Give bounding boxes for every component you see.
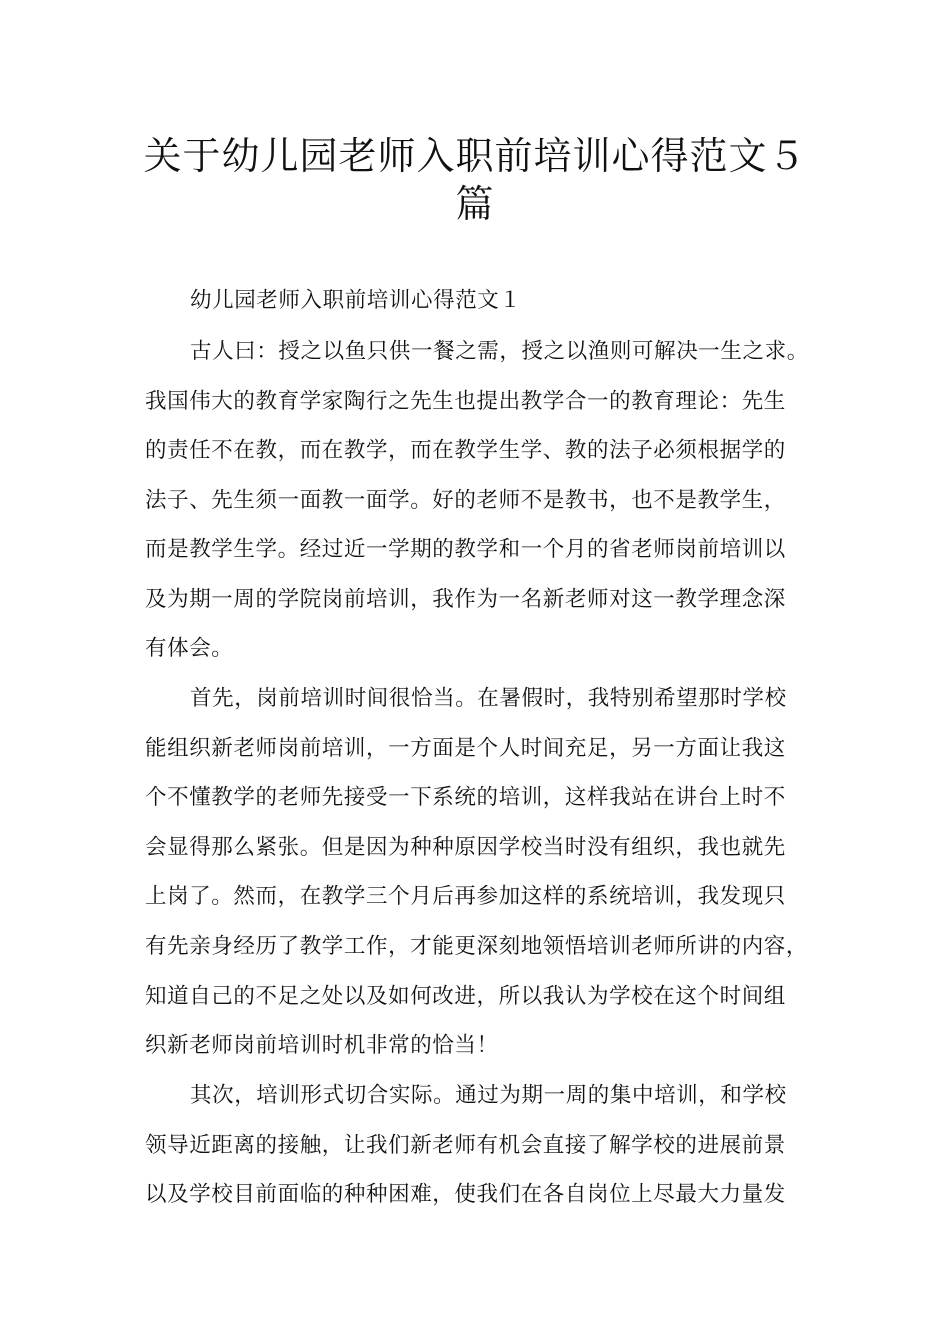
paragraph-line: 法子、先生须一面教一面学。好的老师不是教书，也不是教学生， bbox=[145, 488, 786, 513]
paragraph-line: 以及学校目前面临的种种困难，使我们在各自岗位上尽最大力量发 bbox=[145, 1182, 786, 1207]
paragraph-line: 上岗了。然而，在教学三个月后再参加这样的系统培训，我发现只 bbox=[145, 884, 786, 909]
paragraph-line: 会显得那么紧张。但是因为种种原因学校当时没有组织，我也就先 bbox=[145, 835, 786, 860]
section-heading: 幼儿园老师入职前培训心得范文１ bbox=[190, 288, 522, 313]
paragraph-line: 有体会。 bbox=[145, 636, 234, 661]
paragraph-line: 的责任不在教，而在教学，而在教学生学、教的法子必须根据学的 bbox=[145, 438, 786, 463]
paragraph-line: 而是教学生学。经过近一学期的教学和一个月的省老师岗前培训以 bbox=[145, 537, 786, 562]
document-title-line-2: 篇 bbox=[455, 182, 495, 226]
paragraph-line: 能组织新老师岗前培训，一方面是个人时间充足，另一方面让我这 bbox=[145, 736, 786, 761]
paragraph-line: 首先，岗前培训时间很恰当。在暑假时，我特别希望那时学校 bbox=[190, 686, 787, 711]
document-title-line-1: 关于幼儿园老师入职前培训心得范文５ bbox=[143, 134, 807, 178]
paragraph-line: 古人曰：授之以鱼只供一餐之需，授之以渔则可解决一生之求。 bbox=[190, 339, 809, 364]
paragraph-line: 我国伟大的教育学家陶行之先生也提出教学合一的教育理论：先生 bbox=[145, 389, 786, 414]
paragraph-line: 领导近距离的接触，让我们新老师有机会直接了解学校的进展前景 bbox=[145, 1133, 786, 1158]
paragraph-line: 有先亲身经历了教学工作，才能更深刻地领悟培训老师所讲的内容， bbox=[145, 934, 809, 959]
paragraph-line: 个不懂教学的老师先接受一下系统的培训，这样我站在讲台上时不 bbox=[145, 785, 786, 810]
paragraph-line: 及为期一周的学院岗前培训，我作为一名新老师对这一教学理念深 bbox=[145, 587, 786, 612]
paragraph-line: 知道自己的不足之处以及如何改进，所以我认为学校在这个时间组 bbox=[145, 984, 786, 1009]
paragraph-line: 织新老师岗前培训时机非常的恰当！ bbox=[145, 1033, 499, 1058]
paragraph-line: 其次，培训形式切合实际。通过为期一周的集中培训，和学校 bbox=[190, 1083, 787, 1108]
